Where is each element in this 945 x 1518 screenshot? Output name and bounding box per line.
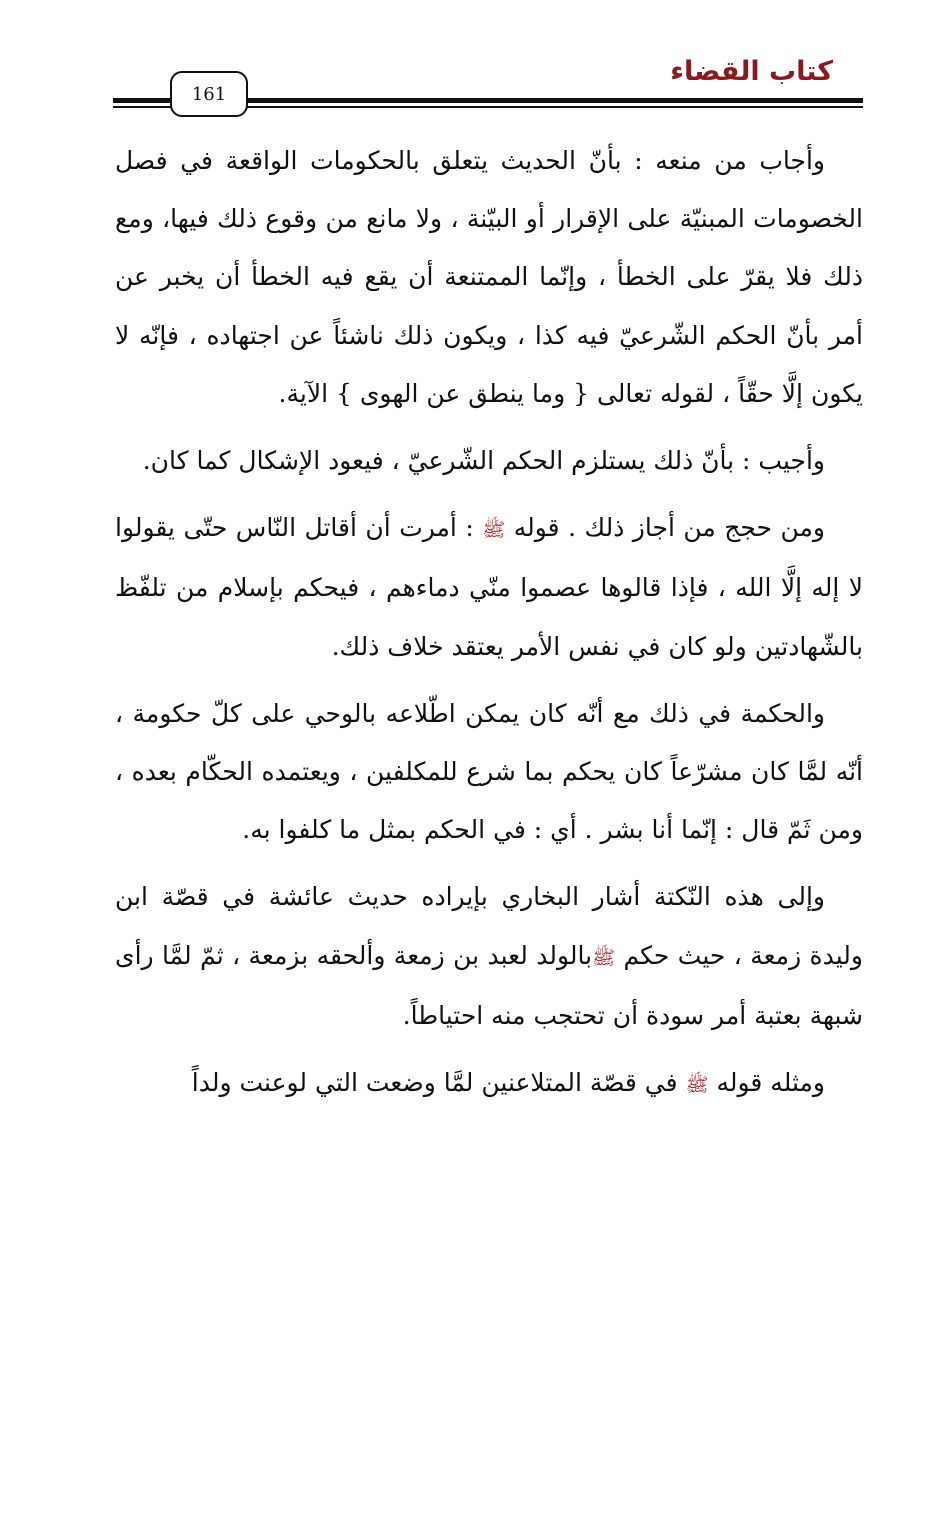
honorific-symbol: ﷺ	[685, 1074, 709, 1097]
honorific-symbol: ﷺ	[592, 946, 616, 969]
page-header	[113, 54, 863, 124]
paragraph-4: والحكمة في ذلك مع أنّه كان يمكن اطّلاعه بالوحي على كلّ حكومة ، أنّه لمَّا كان مشرّعاً كان يحكم بما شرع للمكلفين ، ويعتمده الحكّام بعده ، ومن ثَمّ قال : إنّما أنا بشر . أي : في الحكم بمثل ما كلفوا به.	[115, 698, 863, 845]
paragraph-3-after: : أمرت أن أقاتل النّاس حتّى يقولوا لا إله إلَّا الله ، فإذا قالوها عصموا منّي دماءهم ، فيحكم بإسلام من تلفّظ بالشّهادتين ولو كان في نفس الأمر يعتقد خلاف ذلك.	[115, 513, 863, 661]
paragraph-3	[115, 499, 863, 676]
paragraph-5	[115, 868, 863, 1045]
paragraph-3-before: ومن حجج من أجاز ذلك . قوله	[513, 513, 825, 543]
paragraph-5-before: وإلى هذه النّكتة أشار البخاري بإيراده حديث عائشة في قصّة ابن وليدة زمعة ، حيث حكم	[115, 882, 863, 970]
body-text	[115, 132, 863, 1123]
honorific-symbol: ﷺ	[482, 519, 506, 542]
paragraph-6-before: ومثله قوله	[716, 1068, 825, 1098]
book-title: كتاب القضاء	[670, 56, 833, 87]
paragraph-6	[115, 1054, 863, 1114]
page-number: 161	[170, 71, 248, 117]
paragraph-1: وأجاب من منعه : بأنّ الحديث يتعلق بالحكومات الواقعة في فصل الخصومات المبنيّة على الإقرار أو البيّنة ، ولا مانع من وقوع ذلك فيها، ومع ذلك فلا يقرّ على الخطأ ، وإنّما الممتنعة أن يقع فيه الخطأ أن يخبر عن أمر بأنّ الحكم الشّرعيّ فيه كذا ، ويكون ذلك ناشئاً عن اجتهاده ، فإنّه لا يكون إلَّا حقّاً ، لقوله تعالى { وما ينطق عن الهوى } الآية.	[115, 146, 863, 408]
paragraph-5-after: بالولد لعبد بن زمعة وألحقه بزمعة ، ثمّ لمَّا رأى شبهة بعتبة أمر سودة أن تحتجب منه احتياطاً.	[115, 940, 863, 1030]
paragraph-2: وأجيب : بأنّ ذلك يستلزم الحكم الشّرعيّ ، فيعود الإشكال كما كان.	[142, 446, 825, 476]
paragraph-6-after: في قصّة المتلاعنين لمَّا وضعت التي لوعنت ولداً	[191, 1068, 678, 1098]
